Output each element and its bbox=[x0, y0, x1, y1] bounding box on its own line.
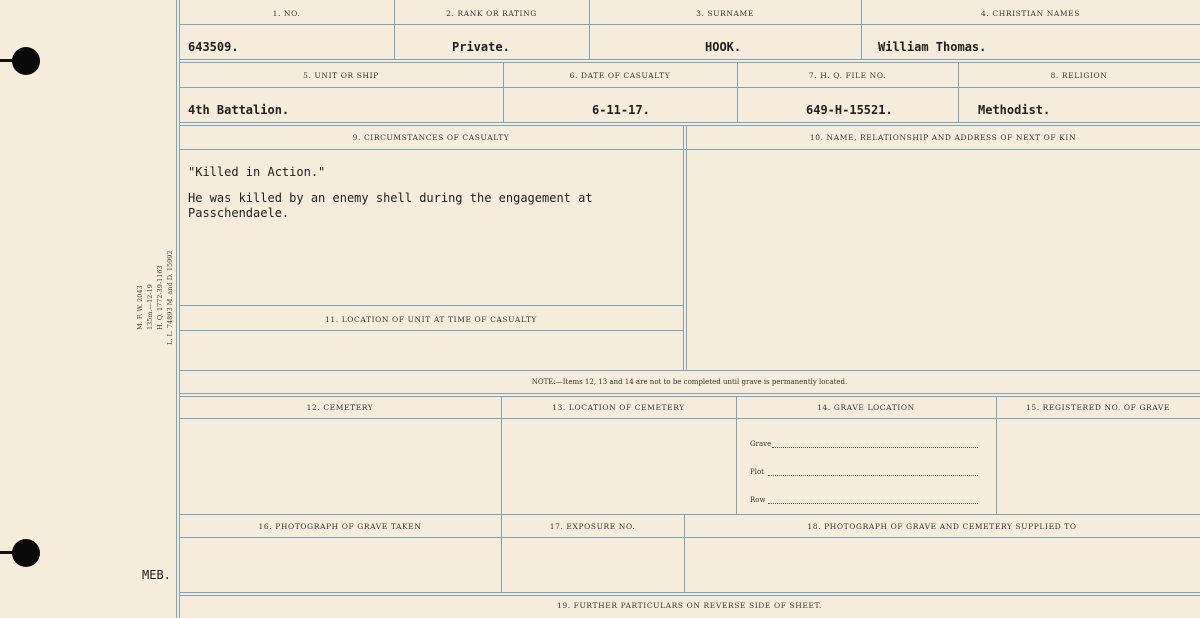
header-photo-supplied: 18. PHOTOGRAPH OF GRAVE AND CEMETERY SUPPLIED TO bbox=[807, 522, 1077, 531]
value-unit: 4th Battalion. bbox=[188, 103, 290, 117]
header-photo-taken: 16. PHOTOGRAPH OF GRAVE TAKEN bbox=[258, 522, 422, 531]
punch-hole-top bbox=[12, 47, 40, 75]
header-unit: 5. UNIT OR SHIP bbox=[303, 71, 379, 80]
rule bbox=[179, 24, 1200, 25]
grave-field-line bbox=[772, 447, 978, 448]
rule bbox=[179, 418, 1200, 419]
rule bbox=[179, 592, 1200, 593]
value-date: 6-11-17. bbox=[592, 103, 650, 117]
value-religion: Methodist. bbox=[978, 103, 1051, 117]
rule bbox=[179, 330, 683, 331]
rule bbox=[179, 62, 1200, 63]
value-no: 643509. bbox=[188, 40, 239, 54]
row-field-line bbox=[768, 503, 978, 504]
header-exposure: 17. EXPOSURE NO. bbox=[549, 522, 636, 531]
printer-imprint-4: L. L. 74893 M. and D. 15992 bbox=[166, 250, 174, 345]
header-christian-names: 4. CHRISTIAN NAMES bbox=[981, 9, 1080, 18]
plot-field-label: Plot bbox=[750, 468, 764, 476]
header-cemetery: 12. CEMETERY bbox=[306, 403, 374, 412]
value-surname: HOOK. bbox=[705, 40, 742, 54]
rule bbox=[179, 87, 1200, 88]
header-grave-location: 14. GRAVE LOCATION bbox=[817, 403, 915, 412]
value-hq-file: 649-H-15521. bbox=[806, 103, 893, 117]
header-location-unit: 11. LOCATION OF UNIT AT TIME OF CASUALTY bbox=[325, 315, 537, 324]
header-religion: 8. RELIGION bbox=[1050, 71, 1108, 80]
rule bbox=[179, 149, 1200, 150]
value-christian-names: William Thomas. bbox=[878, 40, 987, 54]
header-surname: 3. SURNAME bbox=[696, 9, 754, 18]
punch-hole-bottom bbox=[12, 539, 40, 567]
plot-field-line bbox=[768, 475, 978, 476]
rule bbox=[179, 514, 1200, 515]
printer-imprint-1: M. F. W. 2043 bbox=[136, 285, 144, 330]
circumstances-line-3: Passchendaele. bbox=[188, 206, 290, 220]
rule bbox=[501, 396, 502, 514]
printer-imprint-2: 135m.—12-19 bbox=[146, 284, 154, 330]
rule bbox=[686, 125, 687, 370]
header-no: 1. NO. bbox=[272, 9, 301, 18]
circumstances-line-2: He was killed by an enemy shell during the engagement at bbox=[188, 191, 593, 205]
rule bbox=[179, 305, 683, 306]
header-hq-file: 7. H. Q. FILE NO. bbox=[808, 71, 887, 80]
printer-imprint-3: H. Q. 1772-39-1163 bbox=[156, 265, 164, 330]
frame-left bbox=[176, 0, 177, 618]
rule bbox=[179, 393, 1200, 394]
rule bbox=[179, 396, 1200, 397]
header-registered-no: 15. REGISTERED NO. OF GRAVE bbox=[1025, 403, 1171, 412]
note-text: NOTE:—Items 12, 13 and 14 are not to be completed until grave is permanently located. bbox=[531, 378, 848, 386]
grave-field-label: Grave bbox=[750, 440, 772, 448]
clerk-initials: MEB. bbox=[142, 568, 171, 582]
rule bbox=[179, 595, 1200, 596]
rule bbox=[683, 125, 684, 370]
rule bbox=[736, 396, 737, 514]
rule bbox=[179, 122, 1200, 123]
header-date: 6. DATE OF CASUALTY bbox=[569, 71, 671, 80]
row-field-label: Row bbox=[750, 496, 766, 504]
circumstances-line-1: "Killed in Action." bbox=[188, 165, 326, 179]
value-rank: Private. bbox=[452, 40, 510, 54]
rule bbox=[179, 59, 1200, 60]
header-rank: 2. RANK OR RATING bbox=[446, 9, 537, 18]
rule bbox=[179, 125, 1200, 126]
rule bbox=[996, 396, 997, 514]
header-further-particulars: 19. FURTHER PARTICULARS ON REVERSE SIDE OF SHEET. bbox=[556, 601, 823, 610]
header-next-of-kin: 10. NAME, RELATIONSHIP AND ADDRESS OF NEXT OF KIN bbox=[809, 133, 1077, 142]
header-circumstances: 9. CIRCUMSTANCES OF CASUALTY bbox=[352, 133, 510, 142]
rule bbox=[179, 537, 1200, 538]
header-location-cemetery: 13. LOCATION OF CEMETERY bbox=[552, 403, 685, 412]
rule bbox=[179, 370, 1200, 371]
